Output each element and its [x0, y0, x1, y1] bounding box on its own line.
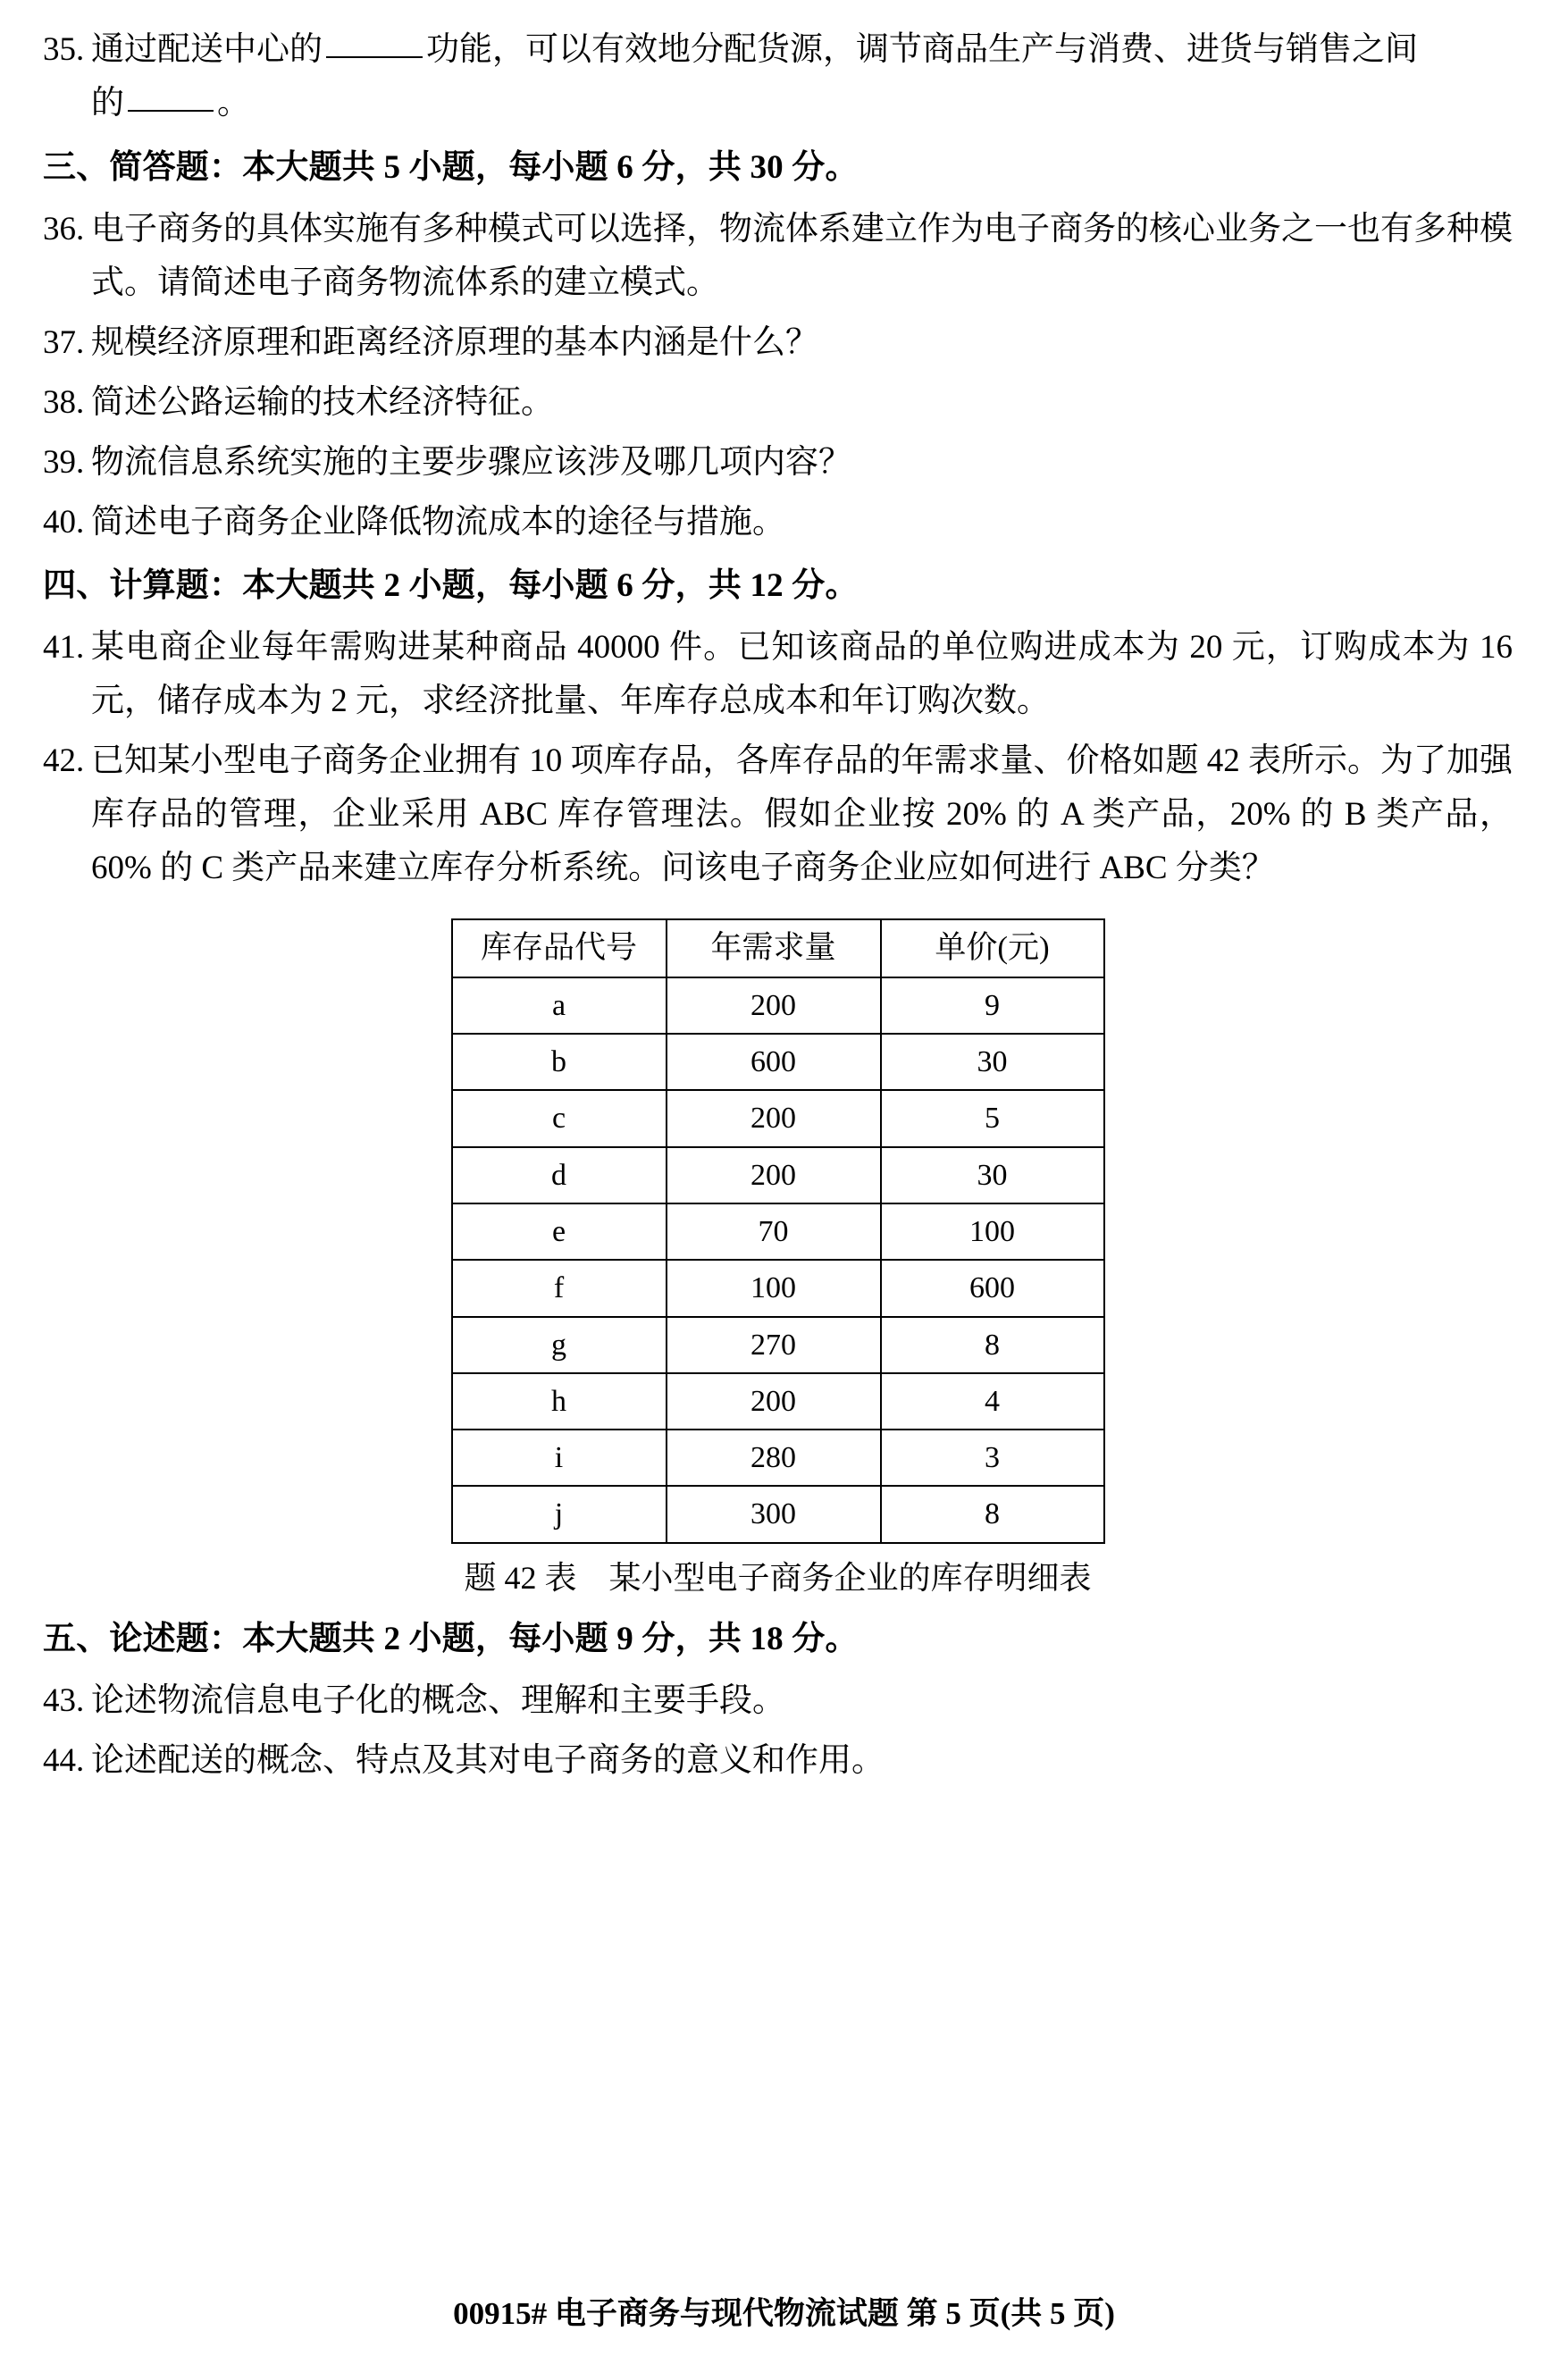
question-38	[43, 376, 1513, 430]
table-row	[452, 1034, 1104, 1090]
question-number: 42.	[43, 742, 85, 780]
question-44	[43, 1734, 1513, 1788]
table-header-row	[452, 919, 1104, 977]
question-35-text-part4: 。	[217, 84, 250, 122]
question-35-text-part2: 功能，可以有效地分配货源，调节商品生产与消费、进货与销售之间	[426, 31, 1418, 68]
table-cell-price: 8	[881, 1317, 1104, 1373]
table-cell-code: c	[452, 1090, 667, 1146]
question-43	[43, 1674, 1513, 1728]
table-header-cell: 单价(元)	[881, 919, 1104, 977]
question-body: 已知某小型电子商务企业拥有 10 项库存品，各库存品的年需求量、价格如题 42 表所示。为了加强库存品的管理，企业采用 ABC 库存管理法。假如企业按 20% 的 A 类产品，20% 的 B 类产品，60% 的 C 类产品来建立库存分析系统。问该电子商务企业应如何进行 ABC 分类？	[91, 742, 1513, 887]
question-35-text-part1: 通过配送中心的	[91, 31, 323, 68]
table-row	[452, 977, 1104, 1034]
table-cell-code: g	[452, 1317, 667, 1373]
question-39	[43, 436, 1513, 490]
table-caption: 题 42 表 某小型电子商务企业的库存明细表	[464, 1559, 1092, 1596]
table-cell-demand: 200	[667, 1147, 881, 1203]
question-body: 简述公路运输的技术经济特征。	[91, 383, 554, 421]
table-row	[452, 1147, 1104, 1203]
table-cell-price: 600	[881, 1260, 1104, 1316]
table-cell-price: 9	[881, 977, 1104, 1034]
table-cell-price: 3	[881, 1430, 1104, 1486]
table-cell-demand: 200	[667, 1373, 881, 1430]
table-header-cell: 库存品代号	[452, 919, 667, 977]
table-row	[452, 1203, 1104, 1260]
question-body: 论述物流信息电子化的概念、理解和主要手段。	[91, 1681, 785, 1719]
table-cell-code: b	[452, 1034, 667, 1090]
inventory-table	[451, 918, 1105, 1544]
question-42	[43, 734, 1513, 895]
question-body: 规模经济原理和距离经济原理的基本内涵是什么？	[91, 323, 818, 361]
question-number: 38.	[43, 383, 85, 421]
table-cell-price: 5	[881, 1090, 1104, 1146]
table-cell-demand: 300	[667, 1486, 881, 1542]
table-row	[452, 1090, 1104, 1146]
question-41	[43, 621, 1513, 728]
fill-blank-1[interactable]	[326, 56, 423, 58]
page-footer: 00915# 电子商务与现代物流试题 第 5 页(共 5 页)	[453, 2296, 1115, 2331]
question-36	[43, 203, 1513, 310]
fill-blank-2[interactable]	[128, 110, 214, 112]
table-cell-code: i	[452, 1430, 667, 1486]
table-cell-price: 30	[881, 1147, 1104, 1203]
question-body: 论述配送的概念、特点及其对电子商务的意义和作用。	[91, 1741, 885, 1779]
question-number: 37.	[43, 323, 85, 361]
section-heading-essay: 五、论述题：本大题共 2 小题，每小题 9 分，共 18 分。	[43, 1620, 859, 1657]
table-header-cell: 年需求量	[667, 919, 881, 977]
question-35	[43, 23, 1513, 130]
table-cell-code: e	[452, 1203, 667, 1260]
question-35-text-part3: 的	[91, 84, 124, 122]
table-cell-demand: 270	[667, 1317, 881, 1373]
question-number: 39.	[43, 443, 85, 481]
table-cell-demand: 100	[667, 1260, 881, 1316]
question-number: 36.	[43, 210, 85, 247]
question-37	[43, 316, 1513, 370]
section-heading-calculation: 四、计算题：本大题共 2 小题，每小题 6 分，共 12 分。	[43, 567, 859, 605]
table-cell-price: 8	[881, 1486, 1104, 1542]
question-40	[43, 496, 1513, 549]
question-body: 物流信息系统实施的主要步骤应该涉及哪几项内容？	[91, 443, 851, 481]
table-cell-price: 4	[881, 1373, 1104, 1430]
question-number: 35.	[43, 31, 85, 68]
section-heading-short-answer: 三、简答题：本大题共 5 小题，每小题 6 分，共 30 分。	[43, 148, 859, 186]
table-row	[452, 1430, 1104, 1486]
table-cell-code: h	[452, 1373, 667, 1430]
table-cell-demand: 600	[667, 1034, 881, 1090]
table-cell-price: 30	[881, 1034, 1104, 1090]
question-body	[91, 23, 1513, 130]
table-row	[452, 1317, 1104, 1373]
question-body: 某电商企业每年需购进某种商品 40000 件。已知该商品的单位购进成本为 20 元，订购成本为 16 元，储存成本为 2 元，求经济批量、年库存总成本和年订购次数。	[91, 629, 1513, 720]
question-body: 简述电子商务企业降低物流成本的途径与措施。	[91, 503, 785, 541]
table-cell-code: f	[452, 1260, 667, 1316]
table-cell-demand: 200	[667, 977, 881, 1034]
question-number: 41.	[43, 629, 85, 667]
question-body: 电子商务的具体实施有多种模式可以选择，物流体系建立作为电子商务的核心业务之一也有多种模式。请简述电子商务物流体系的建立模式。	[91, 210, 1513, 301]
table-cell-code: a	[452, 977, 667, 1034]
question-number: 40.	[43, 503, 85, 541]
table-cell-demand: 70	[667, 1203, 881, 1260]
table-cell-code: j	[452, 1486, 667, 1542]
table-cell-demand: 200	[667, 1090, 881, 1146]
table-row	[452, 1260, 1104, 1316]
table-row	[452, 1486, 1104, 1542]
question-number: 43.	[43, 1681, 85, 1719]
table-cell-price: 100	[881, 1203, 1104, 1260]
table-cell-demand: 280	[667, 1430, 881, 1486]
table-row	[452, 1373, 1104, 1430]
table-cell-code: d	[452, 1147, 667, 1203]
question-number: 44.	[43, 1741, 85, 1779]
